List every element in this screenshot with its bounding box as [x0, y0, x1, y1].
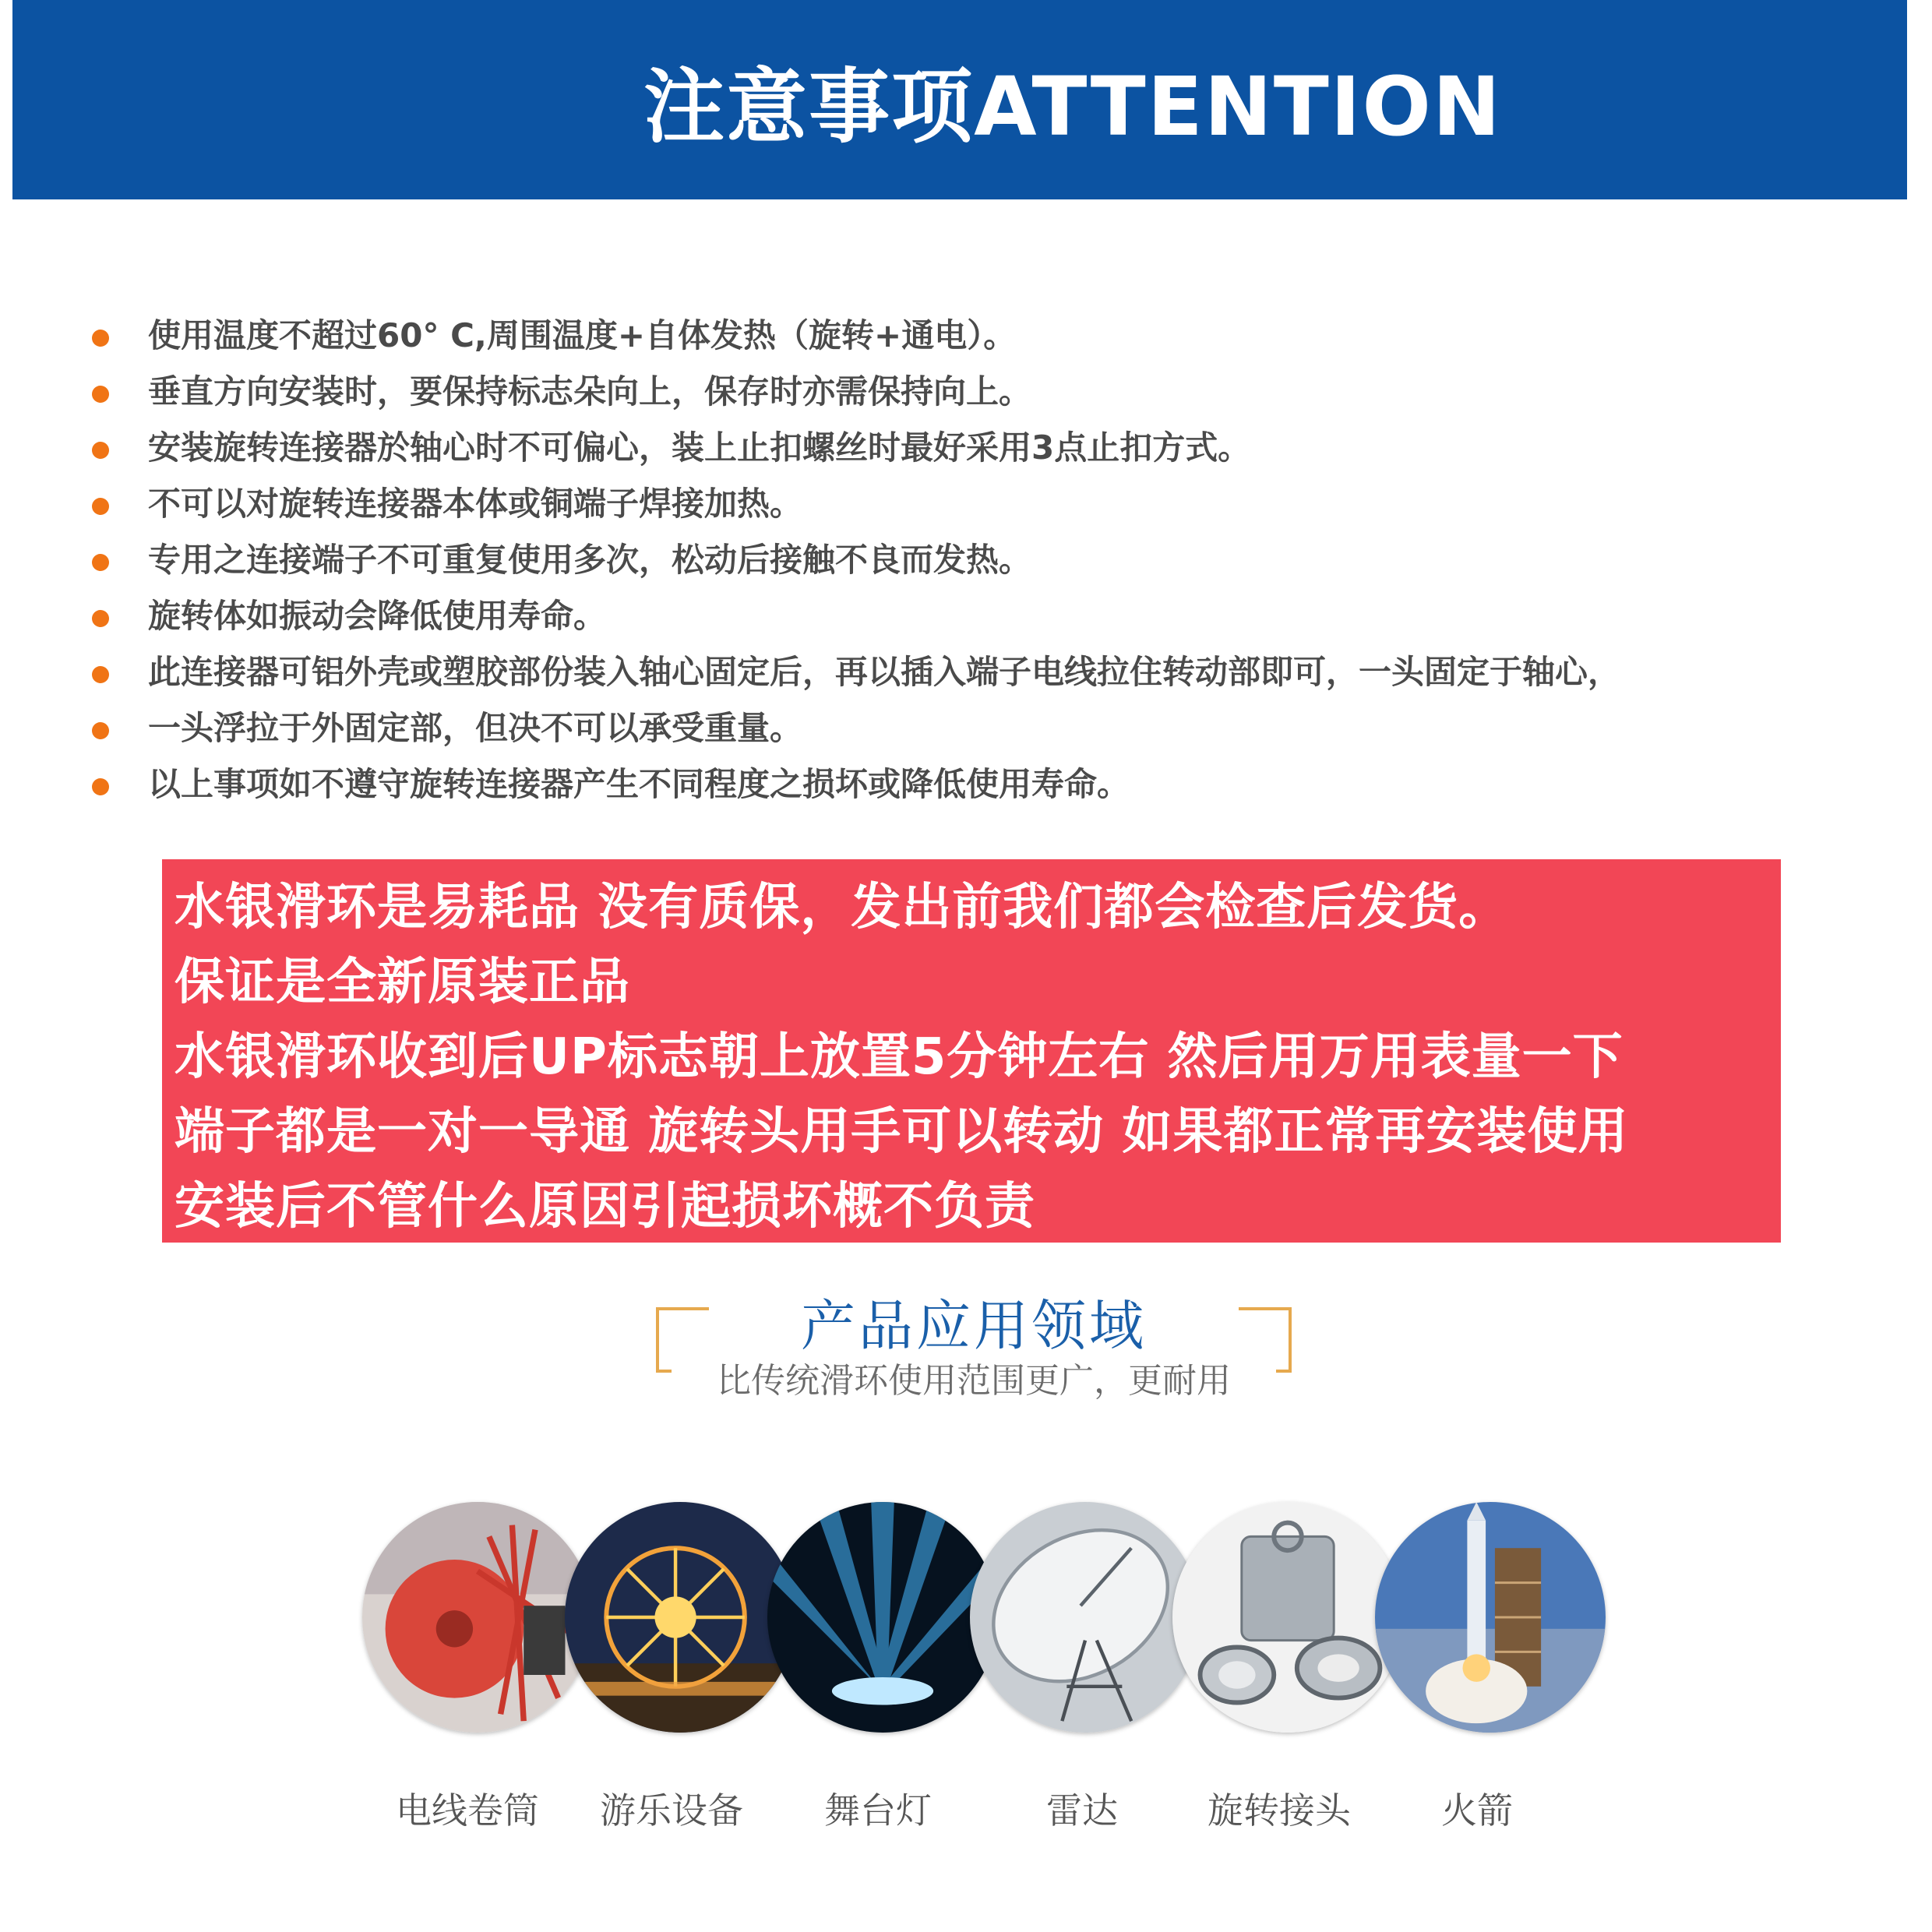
- note-text: 旋转体如振动会降低使用寿命。: [148, 597, 607, 635]
- bullet-dot-icon: [92, 386, 109, 403]
- app-label-radar: 雷达: [1046, 1789, 1118, 1832]
- list-item: [92, 700, 1884, 756]
- list-item: [92, 644, 1884, 700]
- bullet-dot-icon: [92, 498, 109, 515]
- bullet-dot-icon: [92, 610, 109, 627]
- notice-line: 保证是全新原装正品: [175, 954, 630, 1011]
- section-subtitle: 比传统滑环使用范围更广，更耐用: [717, 1361, 1231, 1401]
- note-text: 垂直方向安装时，要保持标志朵向上，保存时亦需保持向上。: [148, 372, 1032, 411]
- application-images: [362, 1502, 1609, 1751]
- ferris-wheel-image: [565, 1502, 795, 1733]
- radar-dish-image: [970, 1502, 1200, 1733]
- app-label-rocket: 火箭: [1441, 1789, 1513, 1832]
- app-label-cable-reel: 电线卷筒: [396, 1789, 539, 1832]
- bullet-dot-icon: [92, 442, 109, 459]
- notice-line: 安装后不管什么原因引起损坏概不负责: [175, 1178, 1035, 1236]
- list-item: [92, 756, 1884, 813]
- app-label-amusement: 游乐设备: [600, 1789, 743, 1832]
- app-label-rotary-joint: 旋转接头: [1208, 1789, 1351, 1832]
- bullet-dot-icon: [92, 778, 109, 795]
- cable-reel-image: [362, 1502, 593, 1733]
- section-title: 产品应用领域: [801, 1294, 1147, 1358]
- notice-line: 端子都是一对一导通 旋转头用手可以转动 如果都正常再安装使用: [175, 1103, 1629, 1161]
- note-text: 不可以对旋转连接器本体或铜端子焊接加热。: [148, 485, 803, 523]
- stage-light-image: [767, 1502, 998, 1733]
- list-item: [92, 308, 1884, 364]
- app-label-stage-light: 舞台灯: [824, 1789, 932, 1832]
- list-item: [92, 364, 1884, 420]
- applications-heading: [654, 1278, 1293, 1401]
- rocket-image: [1375, 1502, 1606, 1733]
- bullet-dot-icon: [92, 666, 109, 683]
- note-text: 专用之连接端子不可重复使用多次，松动后接触不良而发热。: [148, 541, 1032, 579]
- bullet-dot-icon: [92, 554, 109, 571]
- bullet-dot-icon: [92, 722, 109, 739]
- note-text: 一头浮拉于外固定部，但决不可以承受重量。: [148, 709, 803, 747]
- note-text: 以上事项如不遵守旋转连接器产生不同程度之损坏或降低使用寿命。: [148, 765, 1130, 803]
- list-item: [92, 476, 1884, 532]
- bullet-dot-icon: [92, 330, 109, 347]
- note-text: 使用温度不超过60° C,周围温度+自体发热（旋转+通电）。: [148, 316, 1017, 354]
- page-title: 注意事项ATTENTION: [643, 59, 1502, 154]
- warranty-notice-box: [162, 859, 1781, 1243]
- note-text: 安装旋转连接器於轴心时不可偏心，装上止扣螺丝时最好采用3点止扣方式。: [148, 428, 1251, 467]
- attention-list: [92, 308, 1884, 813]
- notice-line: 水银滑环收到后UP标志朝上放置5分钟左右 然后用万用表量一下: [175, 1028, 1624, 1086]
- note-text: 此连接器可铝外壳或塑胶部份装入轴心固定后，再以插入端子电线拉住转动部即可，一头固定于轴心，: [148, 653, 1621, 691]
- notice-line: 水银滑环是易耗品 没有质保，发出前我们都会检查后发货。: [175, 879, 1510, 936]
- list-item: [92, 532, 1884, 588]
- rotary-joint-image: [1172, 1502, 1403, 1733]
- header-banner: [12, 0, 1907, 199]
- list-item: [92, 588, 1884, 644]
- list-item: [92, 420, 1884, 476]
